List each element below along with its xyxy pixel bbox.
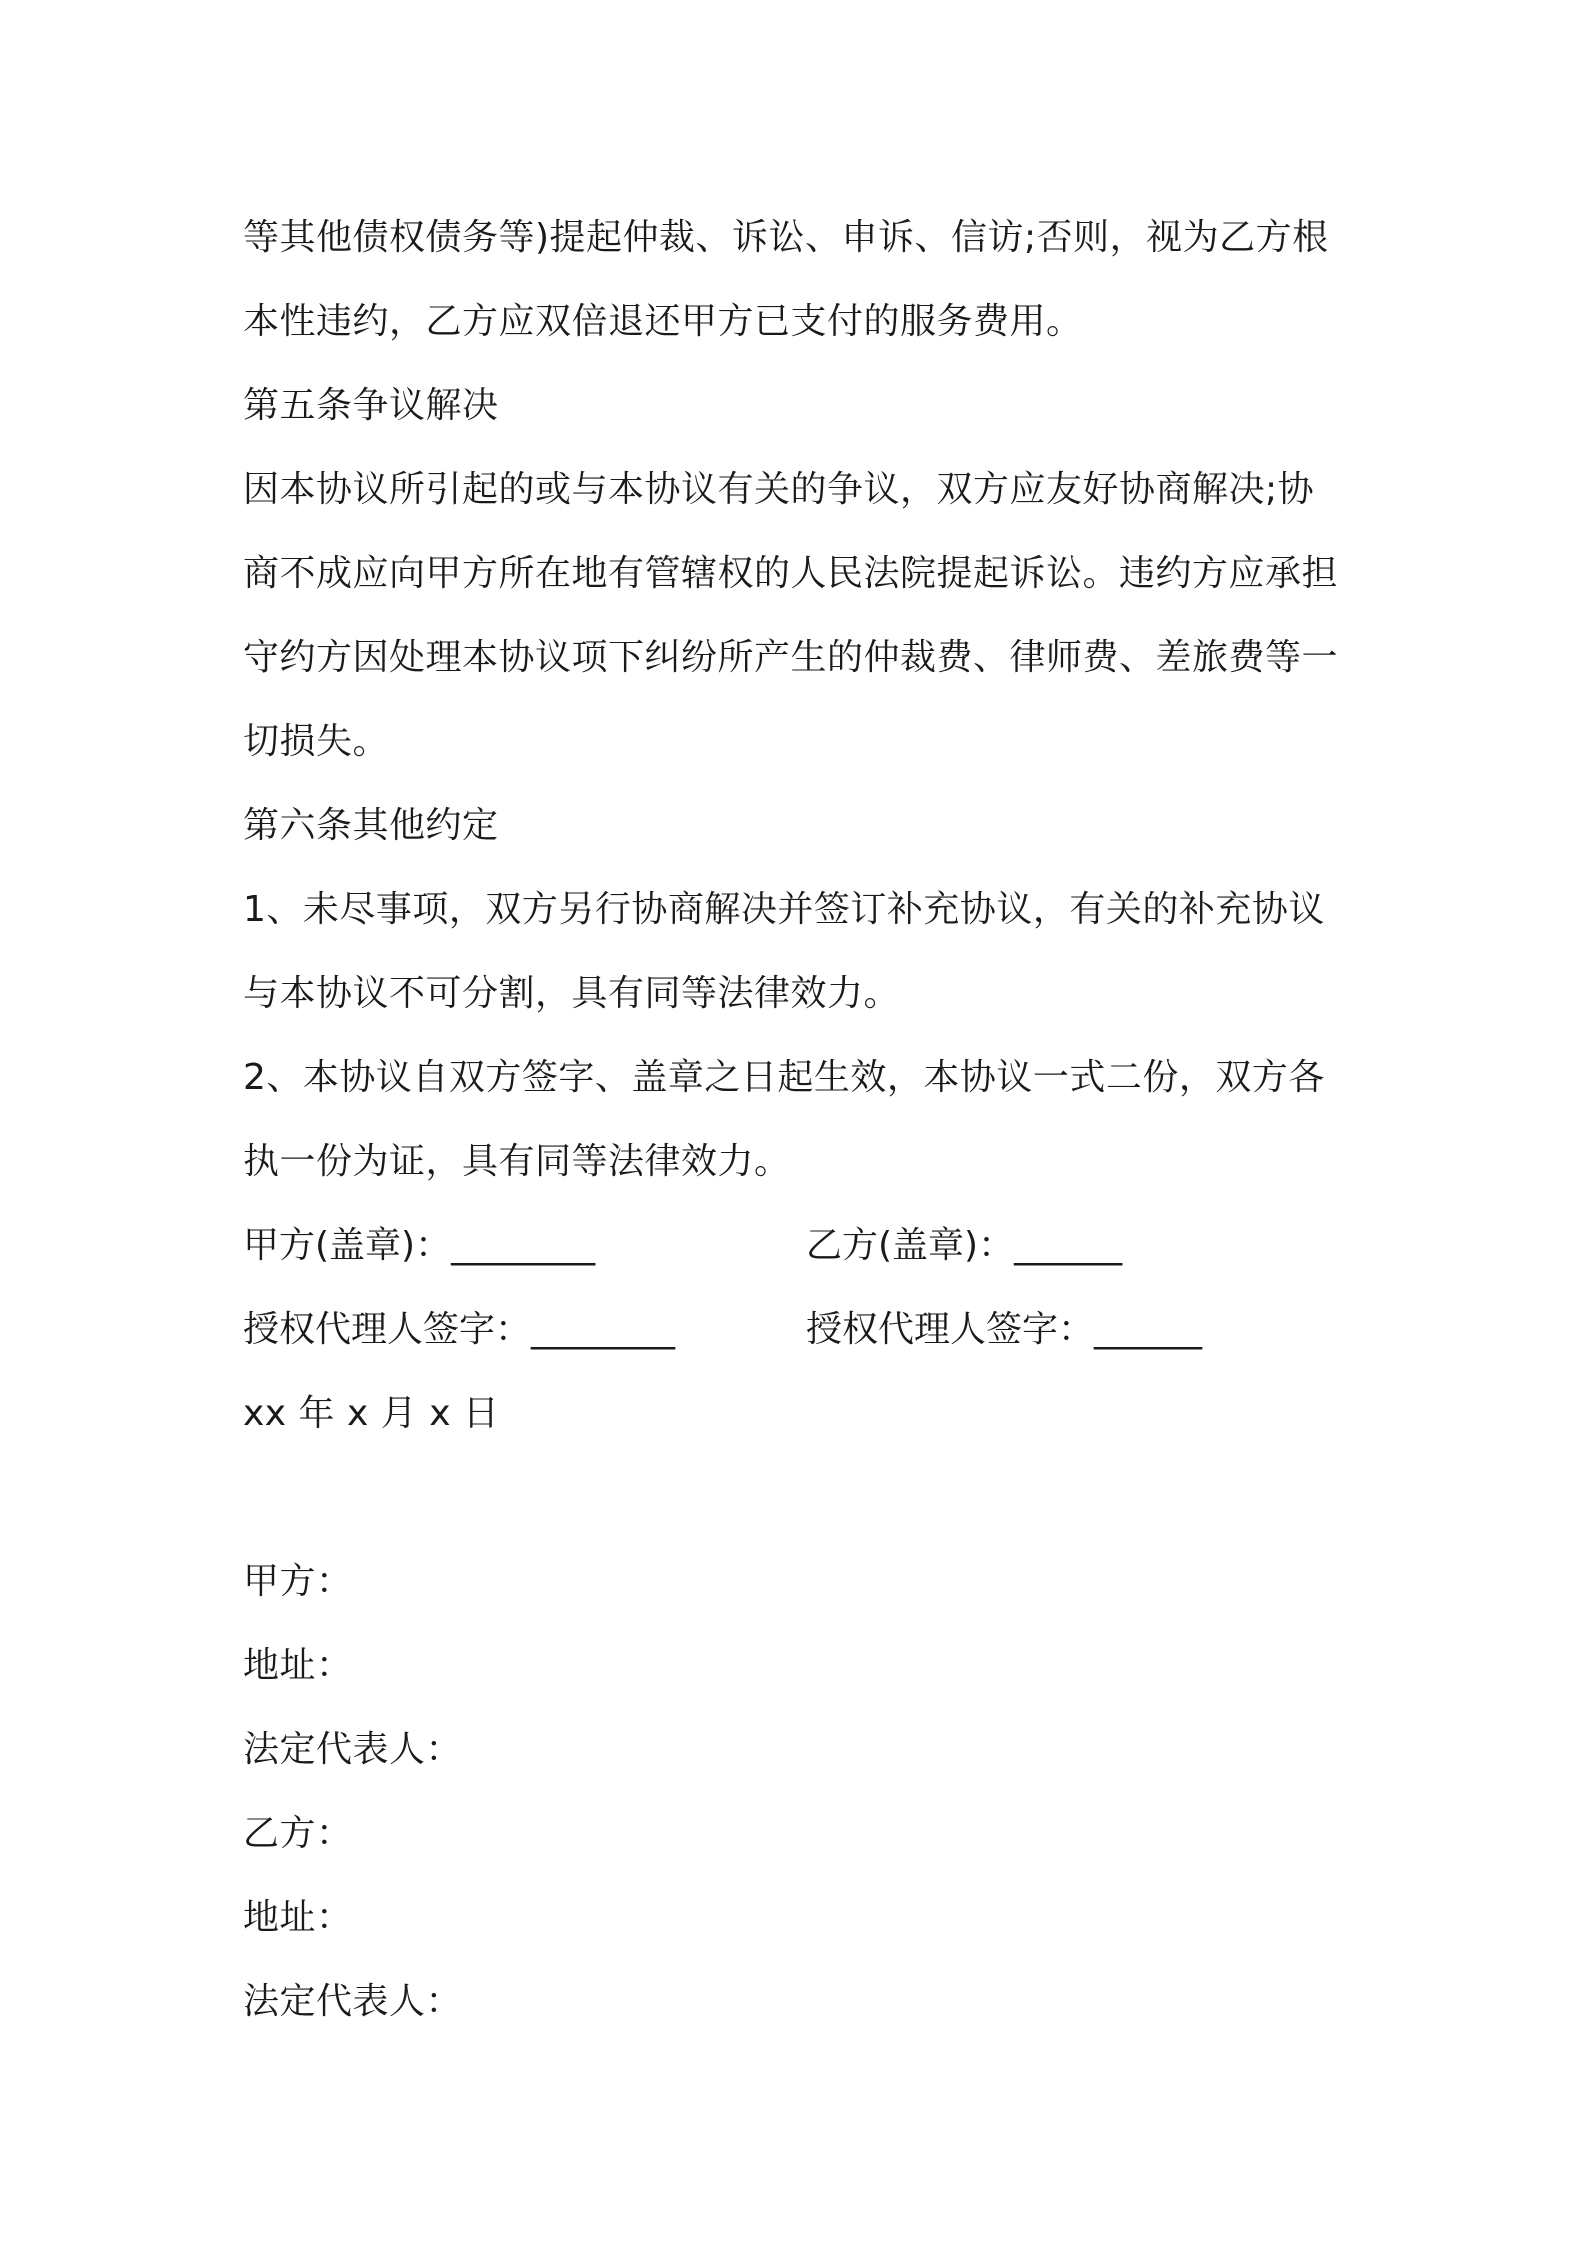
document-body <box>243 196 1363 2044</box>
party-b-label: 乙方： <box>243 1813 353 1854</box>
paragraph-line-9: 1、未尽事项，双方另行协商解决并签订补充协议，有关的补充协议 <box>243 889 1325 930</box>
section-heading-other: 第六条其他约定 <box>243 805 499 846</box>
paragraph-line-10: 与本协议不可分割，具有同等法律效力。 <box>243 973 901 1014</box>
paragraph-line-12: 执一份为证，具有同等法律效力。 <box>243 1141 791 1182</box>
party-a-label: 甲方： <box>243 1561 353 1602</box>
party-b-seal: 乙方(盖章)：______ <box>806 1225 1123 1266</box>
party-b-address-label: 地址： <box>243 1897 353 1938</box>
paragraph-line-2: 本性违约，乙方应双倍退还甲方已支付的服务费用。 <box>243 301 1083 342</box>
paragraph-line-1: 等其他债权债务等)提起仲裁、诉讼、申诉、信访;否则，视为乙方根 <box>243 217 1329 258</box>
party-a-legal-rep-label: 法定代表人： <box>243 1729 463 1770</box>
blank-space <box>243 1456 1363 1540</box>
paragraph-line-6: 守约方因处理本协议项下纠纷所产生的仲裁费、律师费、差旅费等一 <box>243 637 1339 678</box>
paragraph-line-4: 因本协议所引起的或与本协议有关的争议，双方应友好协商解决;协 <box>243 469 1315 510</box>
paragraph-line-11: 2、本协议自双方签字、盖章之日起生效，本协议一式二份，双方各 <box>243 1057 1325 1098</box>
agent-row <box>243 1288 1363 1372</box>
section-heading-dispute: 第五条争议解决 <box>243 385 499 426</box>
party-a-seal: 甲方(盖章)：________ <box>243 1225 596 1266</box>
party-b-legal-rep-label: 法定代表人： <box>243 1981 463 2022</box>
party-a-address-label: 地址： <box>243 1645 353 1686</box>
paragraph-line-7: 切损失。 <box>243 721 390 762</box>
signing-date: xx 年 x 月 x 日 <box>243 1393 500 1434</box>
party-b-agent-signature: 授权代理人签字：______ <box>806 1309 1203 1350</box>
seal-row <box>243 1204 1363 1288</box>
paragraph-line-5: 商不成应向甲方所在地有管辖权的人民法院提起诉讼。违约方应承担 <box>243 553 1339 594</box>
party-a-agent-signature: 授权代理人签字：________ <box>243 1309 676 1350</box>
